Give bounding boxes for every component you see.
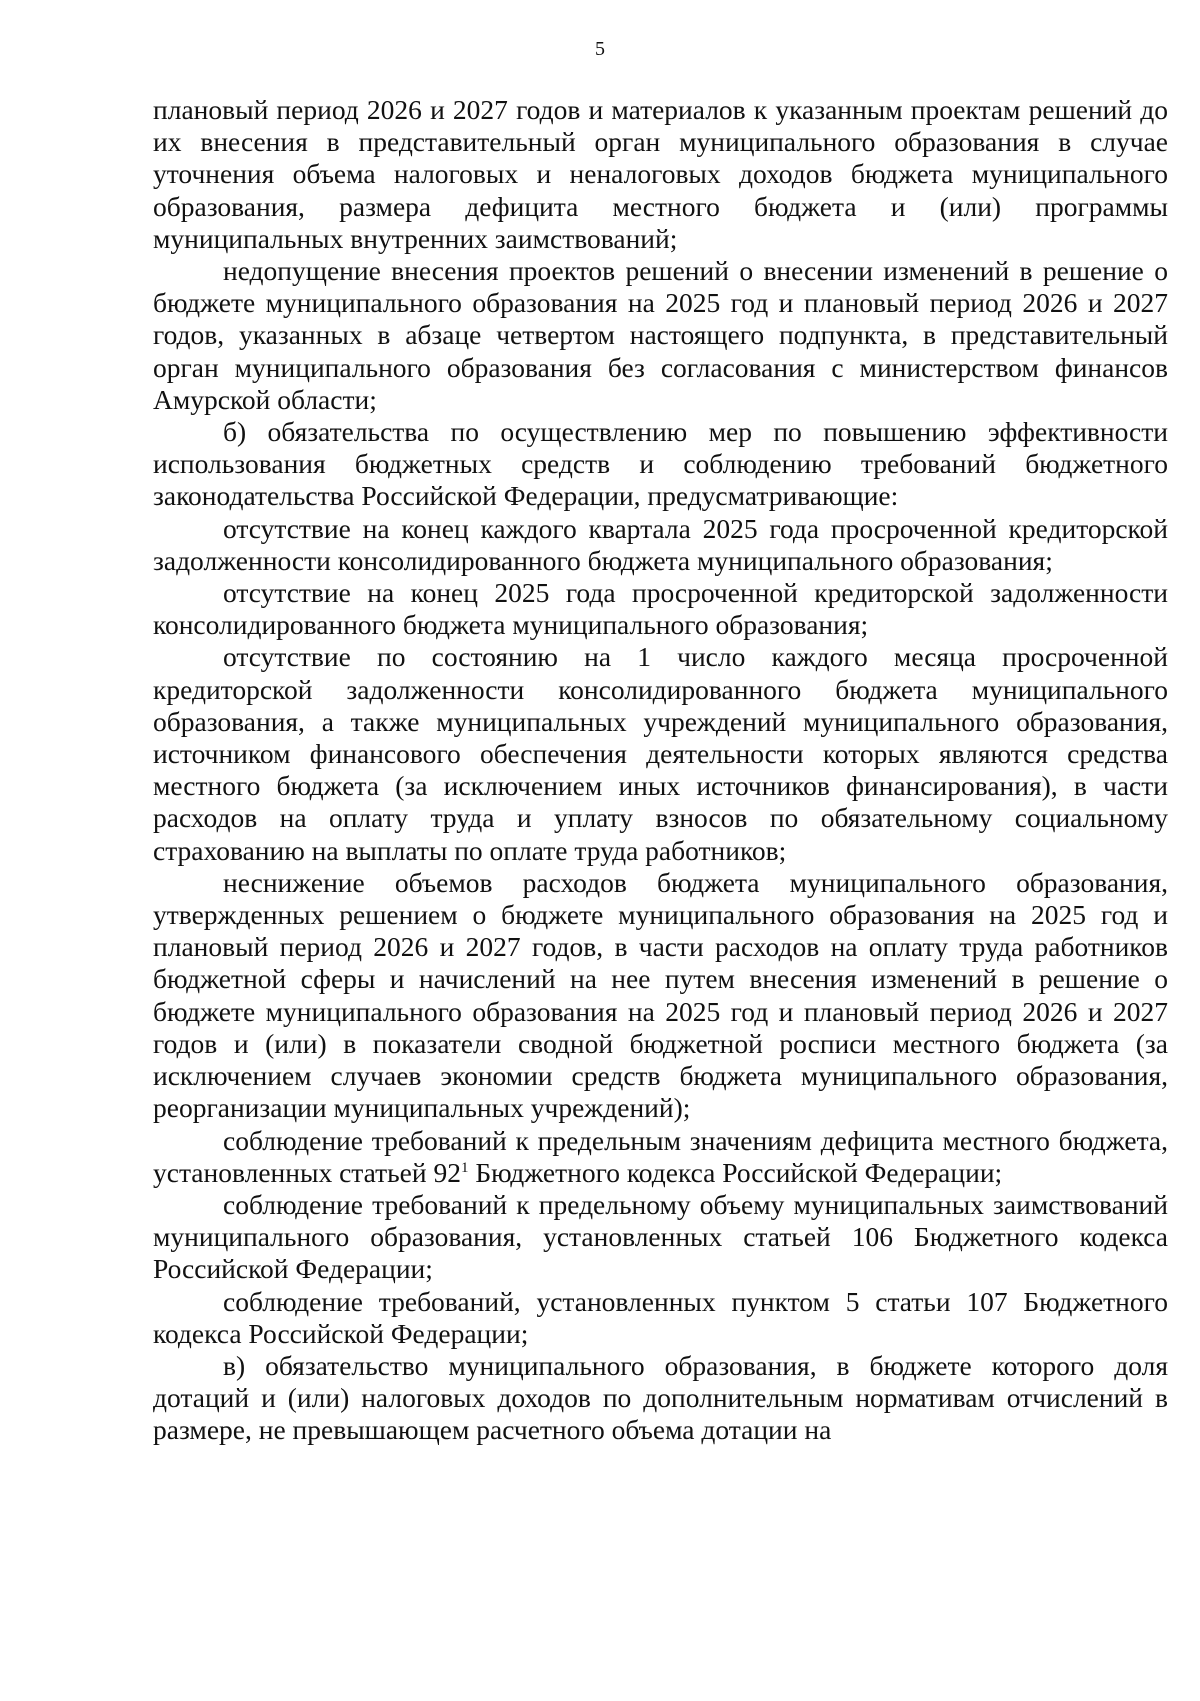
paragraph-obyazatelstva-b: б) обязательства по осуществлению мер по повышению эффективности использования бюджетных средств и соблюдению требований бюджетного законодательства Российской Федерации, предусматривающие: bbox=[153, 416, 1168, 512]
paragraph-soblyudenie-punkt-5: соблюдение требований, установленных пунктом 5 статьи 107 Бюджетного кодекса Российской Федерации; bbox=[153, 1285, 1168, 1349]
paragraph-continuation: плановый период 2026 и 2027 годов и материалов к указанным проектам решений до их внесения в представительный орган муниципального образования в случае уточнения объема налоговых и неналоговых доходов бюджета муниципального образования, размера дефицита местного бюджета и (или) программы муниципальных внутренних заимствований; bbox=[153, 94, 1168, 254]
superscript-mark: 1 bbox=[460, 1159, 469, 1176]
paragraph-text-after: Бюджетного кодекса Российской Федерации; bbox=[468, 1156, 1003, 1188]
paragraph-otsutstvie-kvartal: отсутствие на конец каждого квартала 2025 года просроченной кредиторской задолженности консолидированного бюджета муниципального образования; bbox=[153, 512, 1168, 576]
paragraph-text-before: соблюдение требований к предельным значениям дефицита местного бюджета, установленных статьей 92 bbox=[153, 1124, 1168, 1188]
paragraph-obyazatelstvo-v: в) обязательство муниципального образования, в бюджете которого доля дотаций и (или) налоговых доходов по дополнительным нормативам отчислений в размере, не превышающем расчетного объема дотации на bbox=[153, 1349, 1168, 1446]
paragraph-otsutstvie-konec-goda: отсутствие на конец 2025 года просроченной кредиторской задолженности консолидированного бюджета муниципального образования; bbox=[153, 577, 1168, 641]
paragraph-soblyudenie-zaimstvovaniya: соблюдение требований к предельному объему муниципальных заимствований муниципального образования, установленных статьей 106 Бюджетного кодекса Российской Федерации; bbox=[153, 1188, 1168, 1285]
paragraph-otsutstvie-chislo-mesyaca: отсутствие по состоянию на 1 число каждого месяца просроченной кредиторской задолженности консолидированного бюджета муниципального образования, а также муниципальных учреждений муниципального образования, источником финансового обеспечения деятельности которых являются средства местного бюджета (за исключением иных источников финансирования), в части расходов на оплату труда и уплату взносов по обязательному социальному страхованию на выплаты по оплате труда работников; bbox=[153, 641, 1168, 866]
paragraph-soblyudenie-deficit bbox=[153, 1125, 1168, 1189]
paragraph-nesnizhenie: неснижение объемов расходов бюджета муниципального образования, утвержденных решением о бюджете муниципального образования на 2025 год и плановый период 2026 и 2027 годов, в части расходов на оплату труда работников бюджетной сферы и начислений на нее путем внесения изменений в решение о бюджете муниципального образования на 2025 год и плановый период 2026 и 2027 годов и (или) в показатели сводной бюджетной росписи местного бюджета (за исключением случаев экономии средств бюджета муниципального образования, реорганизации муниципальных учреждений); bbox=[153, 866, 1168, 1124]
page-number: 5 bbox=[595, 38, 605, 60]
paragraph-nondopushchenie: недопущение внесения проектов решений о внесении изменений в решение о бюджете муниципального образования на 2025 год и плановый период 2026 и 2027 годов, указанных в абзаце четвертом настоящего подпункта, в представительный орган муниципального образования без согласования с министерством финансов Амурской области; bbox=[153, 255, 1168, 415]
document-body bbox=[153, 94, 1168, 1447]
